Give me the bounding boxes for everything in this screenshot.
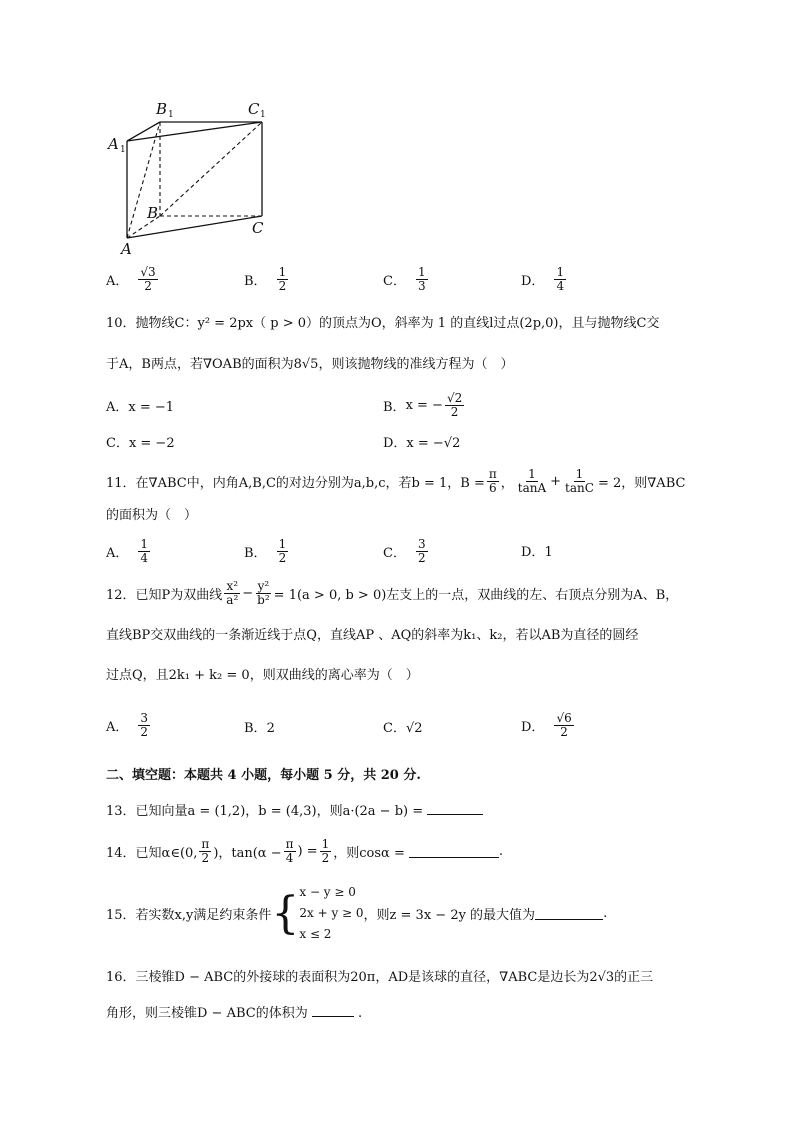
q12-option-b: B．2 — [244, 721, 275, 736]
label-b: B — [147, 204, 159, 222]
section-heading: 二、填空题：本题共 4 小题，每小题 5 分，共 20 分. — [106, 768, 421, 783]
label-a1: A — [108, 135, 119, 153]
q11-line2: 的面积为（ ） — [106, 508, 198, 523]
label-c1-sub: 1 — [260, 110, 266, 120]
q10-option-d: D．x = −√2 — [383, 436, 461, 451]
q9-option-b: B． $\frac{1}{2}$ — [244, 265, 287, 293]
q14: 14．已知α∈(0, $\frac{\pi}{2}$ )，tan(α − $\frac{\pi}{4}$ ) = $\frac{1}{2}$ ，则cosα = . — [106, 837, 503, 865]
q9-option-d: D． $\frac{1}{4}$ — [521, 265, 565, 293]
q9-option-a: A． $\frac{√3}{2}$ — [106, 265, 156, 293]
q14-answer-blank[interactable] — [409, 845, 499, 858]
q11-option-d: D．1 — [521, 545, 553, 560]
q11-line1: 11．在∇ABC中，内角A,B,C的对边分别为a,b,c，若b = 1，B = $\frac{\pi}{6}$ ， $\frac{1}{\tan A}$ + $\frac{1}{\tan C}$ = 2，则∇ABC — [106, 467, 686, 495]
q13: 13．已知向量a = (1,2)，b = (4,3)，则a·(2a − b) = — [106, 802, 483, 822]
q12-line1: 12．已知P为双曲线 $\frac{\text{x²}}{\text{a²}}$ − $\frac{\text{y²}}{\text{b²}}$ = 1(a > 0, b > 0)左支上的一点，双曲线的左、右顶点分别为A、B， — [106, 579, 679, 607]
label-a: A — [121, 240, 132, 258]
label-a1-sub: 1 — [120, 145, 126, 155]
q16-answer-blank[interactable] — [312, 1004, 354, 1017]
q12-option-a: A． $\frac{3}{2}$ — [106, 711, 149, 739]
q16-line2: 角形，则三棱锥D − ABC的体积为 . — [106, 1006, 363, 1021]
q10-option-b: B． x = − $\frac{√2}{2}$ — [383, 391, 463, 419]
q11-option-c: C． $\frac{3}{2}$ — [383, 537, 426, 565]
q12-line3: 过点Q，且2k₁ + k₂ = 0，则双曲线的离心率为（ ） — [106, 668, 419, 683]
q9-option-c: C． $\frac{1}{3}$ — [383, 265, 426, 293]
q10-line1: 10．抛物线C：y² = 2px（ p > 0）的顶点为O，斜率为 1 的直线l过点(2p,0)，且与抛物线C交 — [106, 316, 660, 331]
q16-line1: 16．三棱锥D − ABC的外接球的表面积为20π，AD是该球的直径，∇ABC是边长为2√3的正三 — [106, 970, 654, 985]
q10-option-a: A．x = −1 — [106, 400, 175, 415]
label-b1: B — [156, 100, 168, 118]
q10-option-c: C．x = −2 — [106, 436, 175, 451]
q15: 15．若实数x,y满足约束条件 { x − y ≥ 0 2x + y ≥ 0 x ≤ 2 ，则z = 3x − 2y 的最大值为 . — [106, 882, 607, 945]
q12-line2: 直线BP交双曲线的一条渐近线于点Q，直线AP 、AQ的斜率为k₁、k₂，若以AB为直径的圆经 — [106, 628, 639, 643]
q13-answer-blank[interactable] — [427, 802, 483, 815]
q11-option-a: A． $\frac{1}{4}$ — [106, 537, 149, 565]
label-c: C — [252, 219, 264, 237]
label-b1-sub: 1 — [168, 110, 174, 120]
q12-option-d: D． $\frac{√6}{2}$ — [521, 711, 572, 739]
q12-option-c: C．√2 — [383, 721, 423, 736]
q11-option-b: B． $\frac{1}{2}$ — [244, 537, 287, 565]
label-c1: C — [248, 100, 260, 118]
q15-answer-blank[interactable] — [535, 907, 603, 920]
constraint-system: { x − y ≥ 0 2x + y ≥ 0 x ≤ 2 — [271, 885, 364, 941]
q10-line2: 于A，B两点，若∇OAB的面积为8√5，则该抛物线的准线方程为（ ） — [106, 357, 514, 372]
prism-figure — [100, 98, 280, 258]
